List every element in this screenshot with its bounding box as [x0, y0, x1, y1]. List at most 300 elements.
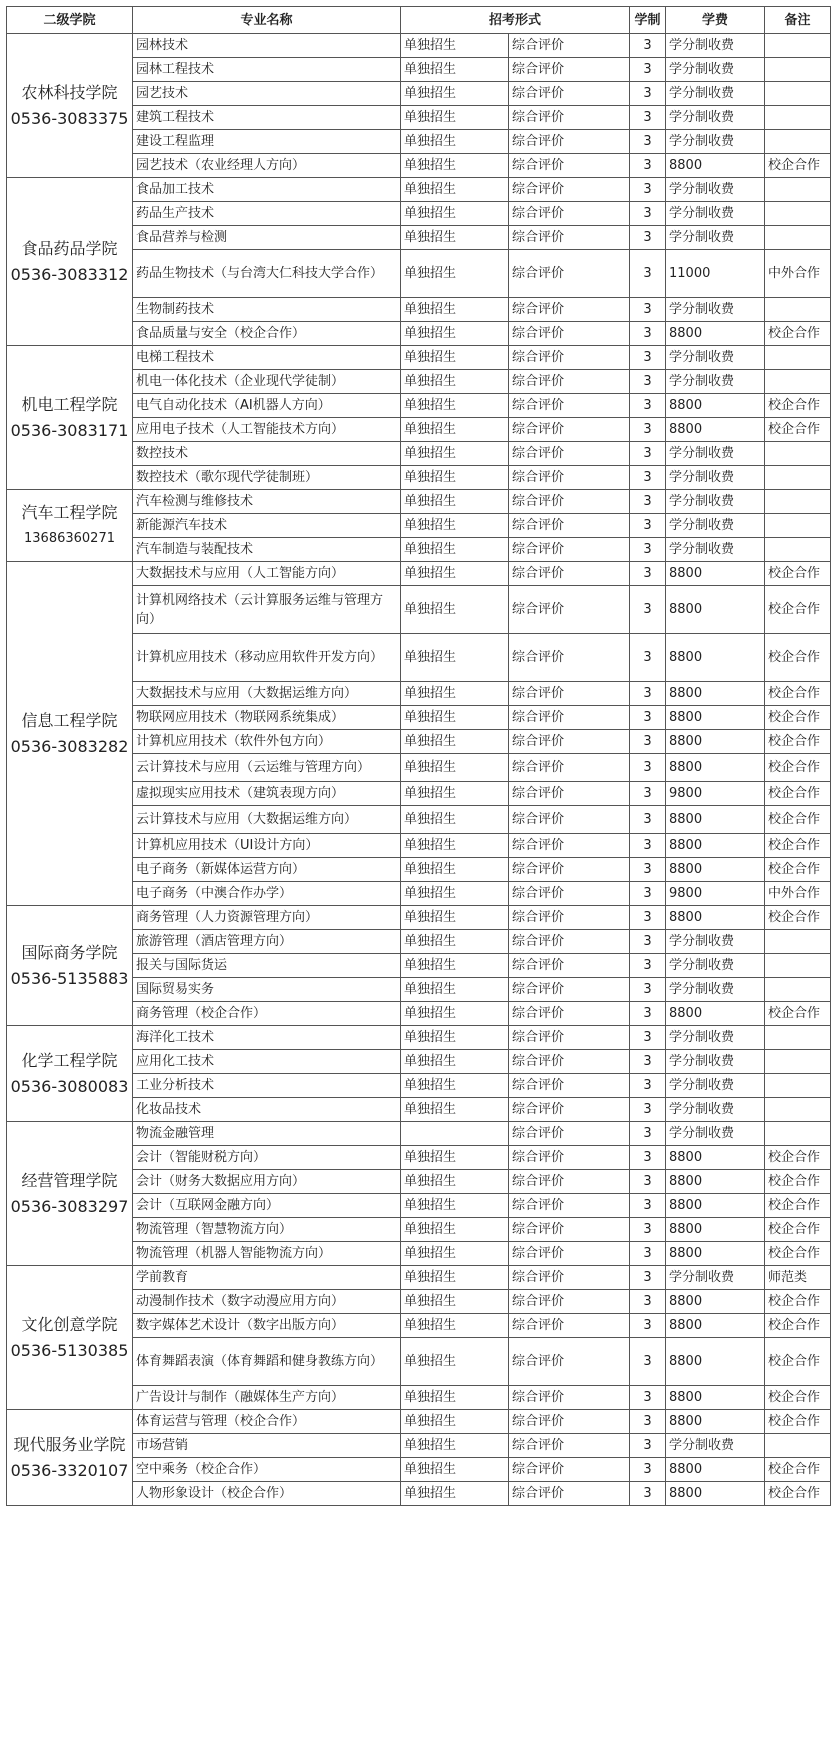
exam-comprehensive-cell: 综合评价 — [509, 154, 630, 178]
note-cell: 校企合作 — [765, 834, 831, 858]
exam-comprehensive-cell: 综合评价 — [509, 490, 630, 514]
note-cell — [765, 1434, 831, 1458]
exam-comprehensive-cell: 综合评价 — [509, 370, 630, 394]
note-cell — [765, 538, 831, 562]
exam-comprehensive-cell: 综合评价 — [509, 1290, 630, 1314]
major-cell: 数字媒体艺术设计（数字出版方向） — [133, 1314, 401, 1338]
major-cell: 汽车检测与维修技术 — [133, 490, 401, 514]
college-phone: 0536-3080083 — [10, 1076, 129, 1096]
table-row — [7, 906, 831, 930]
table-row — [7, 34, 831, 58]
fee-cell: 学分制收费 — [666, 1266, 765, 1290]
fee-cell: 8800 — [666, 634, 765, 682]
exam-single-cell: 单独招生 — [401, 202, 509, 226]
years-cell: 3 — [630, 298, 666, 322]
fee-cell: 8800 — [666, 730, 765, 754]
exam-single-cell: 单独招生 — [401, 834, 509, 858]
exam-comprehensive-cell: 综合评价 — [509, 882, 630, 906]
fee-cell: 8800 — [666, 754, 765, 782]
college-name: 国际商务学院 — [21, 942, 118, 962]
exam-single-cell: 单独招生 — [401, 298, 509, 322]
exam-comprehensive-cell: 综合评价 — [509, 1098, 630, 1122]
major-cell: 数控技术 — [133, 442, 401, 466]
fee-cell: 8800 — [666, 1290, 765, 1314]
fee-cell: 学分制收费 — [666, 978, 765, 1002]
years-cell: 3 — [630, 1122, 666, 1146]
note-cell — [765, 202, 831, 226]
years-cell: 3 — [630, 490, 666, 514]
exam-comprehensive-cell: 综合评价 — [509, 682, 630, 706]
exam-single-cell: 单独招生 — [401, 1410, 509, 1434]
exam-comprehensive-cell: 综合评价 — [509, 1338, 630, 1386]
table-row — [7, 1266, 831, 1290]
exam-single-cell: 单独招生 — [401, 906, 509, 930]
years-cell: 3 — [630, 1314, 666, 1338]
exam-comprehensive-cell: 综合评价 — [509, 706, 630, 730]
note-cell: 校企合作 — [765, 1218, 831, 1242]
fee-cell: 8800 — [666, 154, 765, 178]
exam-single-cell: 单独招生 — [401, 730, 509, 754]
years-cell: 3 — [630, 930, 666, 954]
exam-single-cell: 单独招生 — [401, 490, 509, 514]
major-cell: 会计（智能财税方向） — [133, 1146, 401, 1170]
note-cell: 校企合作 — [765, 1290, 831, 1314]
exam-single-cell: 单独招生 — [401, 954, 509, 978]
fee-cell: 8800 — [666, 322, 765, 346]
exam-single-cell: 单独招生 — [401, 1098, 509, 1122]
college-name: 化学工程学院 — [21, 1050, 118, 1070]
major-cell: 广告设计与制作（融媒体生产方向） — [133, 1386, 401, 1410]
years-cell: 3 — [630, 322, 666, 346]
major-cell: 虚拟现实应用技术（建筑表现方向） — [133, 782, 401, 806]
exam-comprehensive-cell: 综合评价 — [509, 226, 630, 250]
college-cell — [7, 1026, 133, 1122]
major-cell: 园林工程技术 — [133, 58, 401, 82]
years-cell: 3 — [630, 1434, 666, 1458]
exam-single-cell: 单独招生 — [401, 466, 509, 490]
years-cell: 3 — [630, 1458, 666, 1482]
fee-cell: 8800 — [666, 1482, 765, 1506]
major-cell: 化妆品技术 — [133, 1098, 401, 1122]
years-cell: 3 — [630, 466, 666, 490]
table-row — [7, 178, 831, 202]
header-note: 备注 — [765, 7, 831, 34]
fee-cell: 学分制收费 — [666, 1026, 765, 1050]
fee-cell: 8800 — [666, 1410, 765, 1434]
note-cell — [765, 466, 831, 490]
exam-comprehensive-cell: 综合评价 — [509, 442, 630, 466]
note-cell: 中外合作 — [765, 250, 831, 298]
fee-cell: 学分制收费 — [666, 930, 765, 954]
note-cell — [765, 178, 831, 202]
exam-single-cell: 单独招生 — [401, 586, 509, 634]
exam-single-cell: 单独招生 — [401, 706, 509, 730]
note-cell — [765, 346, 831, 370]
exam-comprehensive-cell: 综合评价 — [509, 106, 630, 130]
fee-cell: 学分制收费 — [666, 1122, 765, 1146]
college-phone: 0536-3320107 — [10, 1460, 129, 1480]
fee-cell: 学分制收费 — [666, 1434, 765, 1458]
exam-comprehensive-cell: 综合评价 — [509, 730, 630, 754]
exam-single-cell: 单独招生 — [401, 930, 509, 954]
exam-single-cell: 单独招生 — [401, 882, 509, 906]
fee-cell: 8800 — [666, 706, 765, 730]
note-cell — [765, 1098, 831, 1122]
note-cell: 中外合作 — [765, 882, 831, 906]
fee-cell: 8800 — [666, 1146, 765, 1170]
exam-comprehensive-cell: 综合评价 — [509, 394, 630, 418]
exam-single-cell: 单独招生 — [401, 346, 509, 370]
note-cell: 校企合作 — [765, 322, 831, 346]
fee-cell: 学分制收费 — [666, 202, 765, 226]
exam-single-cell: 单独招生 — [401, 418, 509, 442]
college-name: 农林科技学院 — [21, 82, 118, 102]
note-cell — [765, 1026, 831, 1050]
college-cell — [7, 1410, 133, 1506]
major-cell: 报关与国际货运 — [133, 954, 401, 978]
exam-comprehensive-cell: 综合评价 — [509, 1266, 630, 1290]
fee-cell: 8800 — [666, 1338, 765, 1386]
note-cell: 校企合作 — [765, 1386, 831, 1410]
header-college: 二级学院 — [7, 7, 133, 34]
exam-single-cell: 单独招生 — [401, 1386, 509, 1410]
note-cell: 校企合作 — [765, 1002, 831, 1026]
fee-cell: 学分制收费 — [666, 346, 765, 370]
note-cell — [765, 58, 831, 82]
fee-cell: 8800 — [666, 806, 765, 834]
exam-single-cell: 单独招生 — [401, 250, 509, 298]
exam-single-cell: 单独招生 — [401, 58, 509, 82]
note-cell — [765, 490, 831, 514]
years-cell: 3 — [630, 858, 666, 882]
exam-single-cell: 单独招生 — [401, 858, 509, 882]
exam-comprehensive-cell: 综合评价 — [509, 250, 630, 298]
major-cell: 新能源汽车技术 — [133, 514, 401, 538]
header-row — [7, 7, 831, 34]
college-phone: 0536-3083282 — [10, 736, 129, 756]
exam-single-cell: 单独招生 — [401, 1314, 509, 1338]
years-cell: 3 — [630, 226, 666, 250]
years-cell: 3 — [630, 1146, 666, 1170]
major-cell: 电子商务（新媒体运营方向） — [133, 858, 401, 882]
exam-comprehensive-cell: 综合评价 — [509, 346, 630, 370]
note-cell — [765, 298, 831, 322]
exam-single-cell: 单独招生 — [401, 1026, 509, 1050]
major-cell: 物流管理（智慧物流方向） — [133, 1218, 401, 1242]
note-cell: 校企合作 — [765, 754, 831, 782]
note-cell — [765, 514, 831, 538]
fee-cell: 8800 — [666, 682, 765, 706]
note-cell — [765, 82, 831, 106]
exam-single-cell: 单独招生 — [401, 394, 509, 418]
years-cell: 3 — [630, 58, 666, 82]
exam-comprehensive-cell: 综合评价 — [509, 1218, 630, 1242]
major-cell: 体育舞蹈表演（体育舞蹈和健身教练方向） — [133, 1338, 401, 1386]
note-cell: 校企合作 — [765, 1410, 831, 1434]
fee-cell: 8800 — [666, 586, 765, 634]
fee-cell: 学分制收费 — [666, 1050, 765, 1074]
exam-comprehensive-cell: 综合评价 — [509, 1434, 630, 1458]
admissions-table — [6, 6, 831, 1506]
note-cell — [765, 930, 831, 954]
major-cell: 食品加工技术 — [133, 178, 401, 202]
note-cell: 校企合作 — [765, 706, 831, 730]
note-cell: 校企合作 — [765, 906, 831, 930]
fee-cell: 8800 — [666, 394, 765, 418]
fee-cell: 学分制收费 — [666, 1074, 765, 1098]
years-cell: 3 — [630, 978, 666, 1002]
college-phone: 0536-3083297 — [10, 1196, 129, 1216]
years-cell: 3 — [630, 782, 666, 806]
years-cell: 3 — [630, 834, 666, 858]
exam-single-cell: 单独招生 — [401, 442, 509, 466]
major-cell: 商务管理（人力资源管理方向） — [133, 906, 401, 930]
fee-cell: 8800 — [666, 1458, 765, 1482]
college-name: 汽车工程学院 — [21, 502, 118, 522]
note-cell: 校企合作 — [765, 1338, 831, 1386]
header-fee: 学费 — [666, 7, 765, 34]
years-cell: 3 — [630, 394, 666, 418]
note-cell: 校企合作 — [765, 1194, 831, 1218]
major-cell: 建筑工程技术 — [133, 106, 401, 130]
fee-cell: 学分制收费 — [666, 130, 765, 154]
exam-single-cell: 单独招生 — [401, 34, 509, 58]
exam-comprehensive-cell: 综合评价 — [509, 858, 630, 882]
college-cell — [7, 34, 133, 178]
years-cell: 3 — [630, 34, 666, 58]
note-cell: 校企合作 — [765, 418, 831, 442]
note-cell — [765, 226, 831, 250]
exam-comprehensive-cell: 综合评价 — [509, 1002, 630, 1026]
fee-cell: 学分制收费 — [666, 178, 765, 202]
college-cell — [7, 1122, 133, 1266]
exam-single-cell: 单独招生 — [401, 1074, 509, 1098]
fee-cell: 8800 — [666, 858, 765, 882]
note-cell — [765, 1050, 831, 1074]
fee-cell: 8800 — [666, 562, 765, 586]
note-cell: 校企合作 — [765, 1458, 831, 1482]
college-cell — [7, 346, 133, 490]
exam-comprehensive-cell: 综合评价 — [509, 1482, 630, 1506]
exam-comprehensive-cell: 综合评价 — [509, 1050, 630, 1074]
exam-comprehensive-cell: 综合评价 — [509, 954, 630, 978]
fee-cell: 学分制收费 — [666, 106, 765, 130]
exam-single-cell: 单独招生 — [401, 106, 509, 130]
exam-single-cell: 单独招生 — [401, 1002, 509, 1026]
major-cell: 药品生产技术 — [133, 202, 401, 226]
major-cell: 汽车制造与装配技术 — [133, 538, 401, 562]
table-row — [7, 346, 831, 370]
exam-comprehensive-cell: 综合评价 — [509, 1074, 630, 1098]
major-cell: 计算机应用技术（UI设计方向） — [133, 834, 401, 858]
note-cell: 校企合作 — [765, 562, 831, 586]
major-cell: 旅游管理（酒店管理方向） — [133, 930, 401, 954]
major-cell: 食品质量与安全（校企合作） — [133, 322, 401, 346]
note-cell — [765, 1074, 831, 1098]
major-cell: 应用化工技术 — [133, 1050, 401, 1074]
fee-cell: 9800 — [666, 882, 765, 906]
exam-single-cell: 单独招生 — [401, 1458, 509, 1482]
fee-cell: 8800 — [666, 1218, 765, 1242]
table-body — [7, 34, 831, 1506]
years-cell: 3 — [630, 682, 666, 706]
note-cell — [765, 130, 831, 154]
years-cell: 3 — [630, 634, 666, 682]
major-cell: 药品生物技术（与台湾大仁科技大学合作） — [133, 250, 401, 298]
header-years: 学制 — [630, 7, 666, 34]
college-cell — [7, 1266, 133, 1410]
fee-cell: 学分制收费 — [666, 490, 765, 514]
major-cell: 食品营养与检测 — [133, 226, 401, 250]
note-cell — [765, 34, 831, 58]
note-cell — [765, 106, 831, 130]
exam-single-cell: 单独招生 — [401, 1170, 509, 1194]
years-cell: 3 — [630, 1194, 666, 1218]
exam-comprehensive-cell: 综合评价 — [509, 834, 630, 858]
exam-single-cell: 单独招生 — [401, 1266, 509, 1290]
exam-single-cell: 单独招生 — [401, 514, 509, 538]
fee-cell: 学分制收费 — [666, 442, 765, 466]
exam-single-cell: 单独招生 — [401, 1218, 509, 1242]
major-cell: 会计（互联网金融方向） — [133, 1194, 401, 1218]
exam-single-cell: 单独招生 — [401, 226, 509, 250]
fee-cell: 8800 — [666, 1194, 765, 1218]
college-phone: 0536-3083375 — [10, 108, 129, 128]
fee-cell: 8800 — [666, 834, 765, 858]
fee-cell: 8800 — [666, 1170, 765, 1194]
note-cell: 校企合作 — [765, 806, 831, 834]
note-cell — [765, 978, 831, 1002]
table-row — [7, 1122, 831, 1146]
exam-single-cell: 单独招生 — [401, 154, 509, 178]
exam-single-cell: 单独招生 — [401, 682, 509, 706]
note-cell: 师范类 — [765, 1266, 831, 1290]
major-cell: 工业分析技术 — [133, 1074, 401, 1098]
fee-cell: 学分制收费 — [666, 370, 765, 394]
exam-comprehensive-cell: 综合评价 — [509, 34, 630, 58]
fee-cell: 9800 — [666, 782, 765, 806]
exam-single-cell: 单独招生 — [401, 1290, 509, 1314]
note-cell: 校企合作 — [765, 394, 831, 418]
years-cell: 3 — [630, 1242, 666, 1266]
exam-single-cell: 单独招生 — [401, 130, 509, 154]
years-cell: 3 — [630, 1482, 666, 1506]
major-cell: 计算机网络技术（云计算服务运维与管理方向） — [133, 586, 401, 634]
note-cell: 校企合作 — [765, 1146, 831, 1170]
header-exam: 招考形式 — [401, 7, 630, 34]
years-cell: 3 — [630, 1026, 666, 1050]
exam-comprehensive-cell: 综合评价 — [509, 634, 630, 682]
note-cell: 校企合作 — [765, 1242, 831, 1266]
exam-comprehensive-cell: 综合评价 — [509, 1386, 630, 1410]
years-cell: 3 — [630, 82, 666, 106]
years-cell: 3 — [630, 442, 666, 466]
major-cell: 商务管理（校企合作） — [133, 1002, 401, 1026]
college-name: 文化创意学院 — [21, 1314, 118, 1334]
major-cell: 园林技术 — [133, 34, 401, 58]
years-cell: 3 — [630, 1170, 666, 1194]
major-cell: 园艺技术 — [133, 82, 401, 106]
exam-comprehensive-cell: 综合评价 — [509, 1026, 630, 1050]
major-cell: 海洋化工技术 — [133, 1026, 401, 1050]
exam-comprehensive-cell: 综合评价 — [509, 178, 630, 202]
years-cell: 3 — [630, 906, 666, 930]
major-cell: 生物制药技术 — [133, 298, 401, 322]
exam-single-cell: 单独招生 — [401, 1434, 509, 1458]
college-cell — [7, 178, 133, 346]
major-cell: 应用电子技术（人工智能技术方向） — [133, 418, 401, 442]
exam-comprehensive-cell: 综合评价 — [509, 202, 630, 226]
years-cell: 3 — [630, 586, 666, 634]
fee-cell: 学分制收费 — [666, 514, 765, 538]
exam-single-cell: 单独招生 — [401, 178, 509, 202]
major-cell: 电梯工程技术 — [133, 346, 401, 370]
years-cell: 3 — [630, 954, 666, 978]
exam-comprehensive-cell: 综合评价 — [509, 754, 630, 782]
years-cell: 3 — [630, 1098, 666, 1122]
exam-comprehensive-cell: 综合评价 — [509, 1242, 630, 1266]
years-cell: 3 — [630, 514, 666, 538]
years-cell: 3 — [630, 130, 666, 154]
exam-comprehensive-cell: 综合评价 — [509, 1146, 630, 1170]
note-cell: 校企合作 — [765, 634, 831, 682]
years-cell: 3 — [630, 1386, 666, 1410]
major-cell: 计算机应用技术（移动应用软件开发方向） — [133, 634, 401, 682]
fee-cell: 学分制收费 — [666, 82, 765, 106]
exam-single-cell: 单独招生 — [401, 322, 509, 346]
note-cell: 校企合作 — [765, 782, 831, 806]
years-cell: 3 — [630, 562, 666, 586]
years-cell: 3 — [630, 106, 666, 130]
major-cell: 园艺技术（农业经理人方向） — [133, 154, 401, 178]
college-name: 经营管理学院 — [21, 1170, 118, 1190]
major-cell: 市场营销 — [133, 1434, 401, 1458]
note-cell: 校企合作 — [765, 586, 831, 634]
major-cell: 会计（财务大数据应用方向） — [133, 1170, 401, 1194]
exam-comprehensive-cell: 综合评价 — [509, 1122, 630, 1146]
years-cell: 3 — [630, 154, 666, 178]
college-name: 现代服务业学院 — [13, 1434, 126, 1454]
exam-comprehensive-cell: 综合评价 — [509, 1314, 630, 1338]
exam-single-cell: 单独招生 — [401, 978, 509, 1002]
note-cell: 校企合作 — [765, 1170, 831, 1194]
major-cell: 物流管理（机器人智能物流方向） — [133, 1242, 401, 1266]
years-cell: 3 — [630, 250, 666, 298]
exam-comprehensive-cell: 综合评价 — [509, 298, 630, 322]
years-cell: 3 — [630, 370, 666, 394]
exam-single-cell: 单独招生 — [401, 538, 509, 562]
years-cell: 3 — [630, 202, 666, 226]
exam-comprehensive-cell: 综合评价 — [509, 514, 630, 538]
exam-comprehensive-cell: 综合评价 — [509, 466, 630, 490]
exam-single-cell: 单独招生 — [401, 370, 509, 394]
major-cell: 建设工程监理 — [133, 130, 401, 154]
college-phone: 0536-3083312 — [10, 264, 129, 284]
exam-single-cell — [401, 1122, 509, 1146]
major-cell: 动漫制作技术（数字动漫应用方向） — [133, 1290, 401, 1314]
fee-cell: 学分制收费 — [666, 298, 765, 322]
years-cell: 3 — [630, 418, 666, 442]
exam-single-cell: 单独招生 — [401, 806, 509, 834]
major-cell: 云计算技术与应用（云运维与管理方向） — [133, 754, 401, 782]
major-cell: 电气自动化技术（AI机器人方向） — [133, 394, 401, 418]
years-cell: 3 — [630, 1002, 666, 1026]
college-phone: 0536-5130385 — [10, 1340, 129, 1360]
exam-comprehensive-cell: 综合评价 — [509, 782, 630, 806]
major-cell: 学前教育 — [133, 1266, 401, 1290]
note-cell: 校企合作 — [765, 730, 831, 754]
table-row — [7, 1026, 831, 1050]
